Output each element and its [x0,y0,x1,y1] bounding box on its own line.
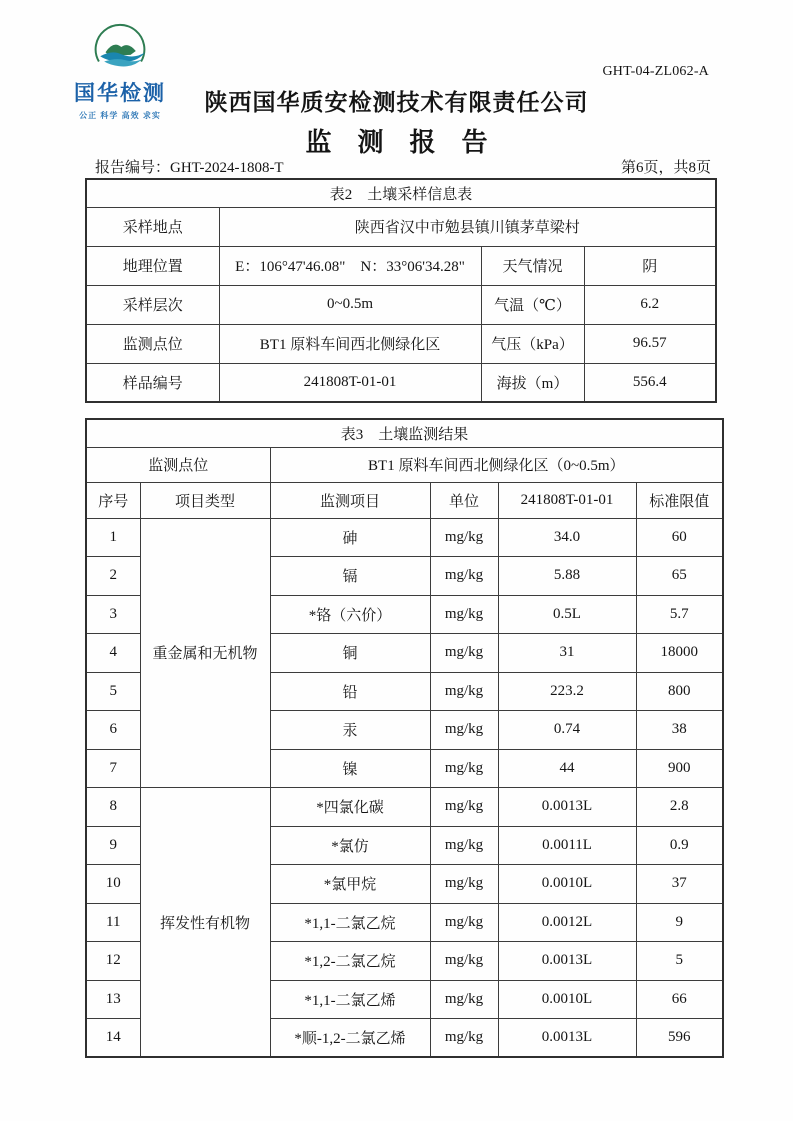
t3-cell-unit: mg/kg [430,788,498,827]
t3-cell-limit: 18000 [636,634,723,673]
t3-cell-value: 5.88 [498,557,636,596]
t3-cell-unit: mg/kg [430,865,498,904]
t3-cell-item: *氯仿 [270,826,430,865]
t2-label: 地理位置 [86,246,219,285]
company-title: 陕西国华质安检测技术有限责任公司 [204,89,589,115]
t2-value2: 96.57 [584,324,716,363]
logo-emblem-icon [87,18,153,76]
t3-group-heavy-metals: 重金属和无机物 [140,518,270,788]
t3-cell-unit: mg/kg [430,749,498,788]
t3-header-sample: 241808T-01-01 [498,482,636,518]
t3-cell-item: 镍 [270,749,430,788]
t3-point-value: BT1 原料车间西北侧绿化区（0~0.5m） [270,447,723,482]
t3-cell-no: 6 [86,711,140,750]
t2-value2: 6.2 [584,285,716,324]
t3-cell-no: 1 [86,518,140,557]
t3-cell-unit: mg/kg [430,826,498,865]
t3-cell-value: 0.0013L [498,788,636,827]
logo-company-name: 国华检测 [74,82,166,105]
table-row [86,179,716,207]
t3-cell-value: 0.0011L [498,826,636,865]
t3-cell-value: 0.0010L [498,865,636,904]
t3-cell-item: 汞 [270,711,430,750]
t3-cell-unit: mg/kg [430,942,498,981]
t3-cell-limit: 5 [636,942,723,981]
t3-cell-value: 223.2 [498,672,636,711]
t3-cell-unit: mg/kg [430,634,498,673]
t3-cell-item: 砷 [270,518,430,557]
t3-cell-unit: mg/kg [430,711,498,750]
t3-cell-no: 4 [86,634,140,673]
t3-cell-item: 镉 [270,557,430,596]
t3-cell-no: 5 [86,672,140,711]
t3-cell-value: 0.0012L [498,903,636,942]
t3-cell-unit: mg/kg [430,980,498,1019]
table-row [86,518,723,557]
t3-header-no: 序号 [86,482,140,518]
table-row [86,324,716,363]
soil-sampling-info-table [85,178,717,403]
table-row [86,246,716,285]
t3-cell-item: 铅 [270,672,430,711]
t3-cell-no: 7 [86,749,140,788]
t3-cell-limit: 800 [636,672,723,711]
t3-cell-unit: mg/kg [430,672,498,711]
t3-cell-unit: mg/kg [430,903,498,942]
t3-cell-value: 0.5L [498,595,636,634]
t2-value: E：106°47'46.08" N：33°06'34.28" [219,246,481,285]
t3-cell-item: *顺-1,2-二氯乙烯 [270,1019,430,1058]
t3-cell-limit: 900 [636,749,723,788]
t2-label: 监测点位 [86,324,219,363]
t3-cell-item: *1,2-二氯乙烷 [270,942,430,981]
t3-cell-limit: 65 [636,557,723,596]
t3-cell-value: 0.0013L [498,1019,636,1058]
t2-title: 表2 土壤采样信息表 [86,179,716,207]
t3-cell-item: *1,1-二氯乙烯 [270,980,430,1019]
t3-cell-limit: 0.9 [636,826,723,865]
t2-label2: 海拔（m） [481,363,584,402]
t3-header-category: 项目类型 [140,482,270,518]
t3-cell-limit: 596 [636,1019,723,1058]
t3-cell-limit: 60 [636,518,723,557]
t3-cell-no: 3 [86,595,140,634]
t3-cell-value: 31 [498,634,636,673]
table-row [86,788,723,827]
soil-monitoring-results-table [85,418,724,1058]
t3-cell-value: 0.74 [498,711,636,750]
t3-cell-limit: 37 [636,865,723,904]
page-number: 第6页，共8页 [620,160,711,176]
t3-cell-value: 0.0013L [498,942,636,981]
t3-title: 表3 土壤监测结果 [86,419,723,447]
t2-value2: 556.4 [584,363,716,402]
t3-cell-unit: mg/kg [430,1019,498,1058]
t3-cell-unit: mg/kg [430,518,498,557]
t3-cell-no: 13 [86,980,140,1019]
t3-cell-item: *四氯化碳 [270,788,430,827]
t2-label2: 气温（℃） [481,285,584,324]
report-title: 监 测 报 告 [305,127,488,157]
logo-slogan: 公正 科学 高效 求实 [79,111,161,120]
table-row [86,447,723,482]
t3-cell-no: 14 [86,1019,140,1058]
t2-label2: 气压（kPa） [481,324,584,363]
t3-cell-item: *铬（六价） [270,595,430,634]
t2-label-location: 采样地点 [86,207,219,246]
t2-value: 241808T-01-01 [219,363,481,402]
t2-value: BT1 原料车间西北侧绿化区 [219,324,481,363]
t3-cell-no: 9 [86,826,140,865]
t3-group-vocs: 挥发性有机物 [140,788,270,1058]
table-row [86,207,716,246]
t3-cell-value: 0.0010L [498,980,636,1019]
t2-label2: 天气情况 [481,246,584,285]
t3-cell-no: 2 [86,557,140,596]
t2-label: 样品编号 [86,363,219,402]
report-number: 报告编号：GHT-2024-1808-T [95,160,284,176]
t2-value-location: 陕西省汉中市勉县镇川镇茅草梁村 [219,207,716,246]
t3-cell-value: 44 [498,749,636,788]
t3-cell-unit: mg/kg [430,557,498,596]
t3-cell-value: 34.0 [498,518,636,557]
t3-header-unit: 单位 [430,482,498,518]
t3-cell-no: 8 [86,788,140,827]
t3-cell-limit: 2.8 [636,788,723,827]
table-row [86,419,723,447]
t2-label: 采样层次 [86,285,219,324]
t3-cell-limit: 9 [636,903,723,942]
t3-point-label: 监测点位 [86,447,270,482]
t3-cell-no: 12 [86,942,140,981]
t3-cell-item: *1,1-二氯乙烷 [270,903,430,942]
t3-cell-item: *氯甲烷 [270,865,430,904]
t3-cell-limit: 38 [636,711,723,750]
t3-cell-limit: 66 [636,980,723,1019]
t3-cell-limit: 5.7 [636,595,723,634]
t3-header-item: 监测项目 [270,482,430,518]
t2-value: 0~0.5m [219,285,481,324]
t2-value2: 阴 [584,246,716,285]
document-code: GHT-04-ZL062-A [602,64,709,79]
t3-cell-no: 10 [86,865,140,904]
t3-cell-unit: mg/kg [430,595,498,634]
table-row [86,363,716,402]
t3-header-limit: 标准限值 [636,482,723,518]
t3-cell-item: 铜 [270,634,430,673]
table-row [86,285,716,324]
report-meta-row [95,156,711,177]
table-header-row [86,482,723,518]
t3-cell-no: 11 [86,903,140,942]
